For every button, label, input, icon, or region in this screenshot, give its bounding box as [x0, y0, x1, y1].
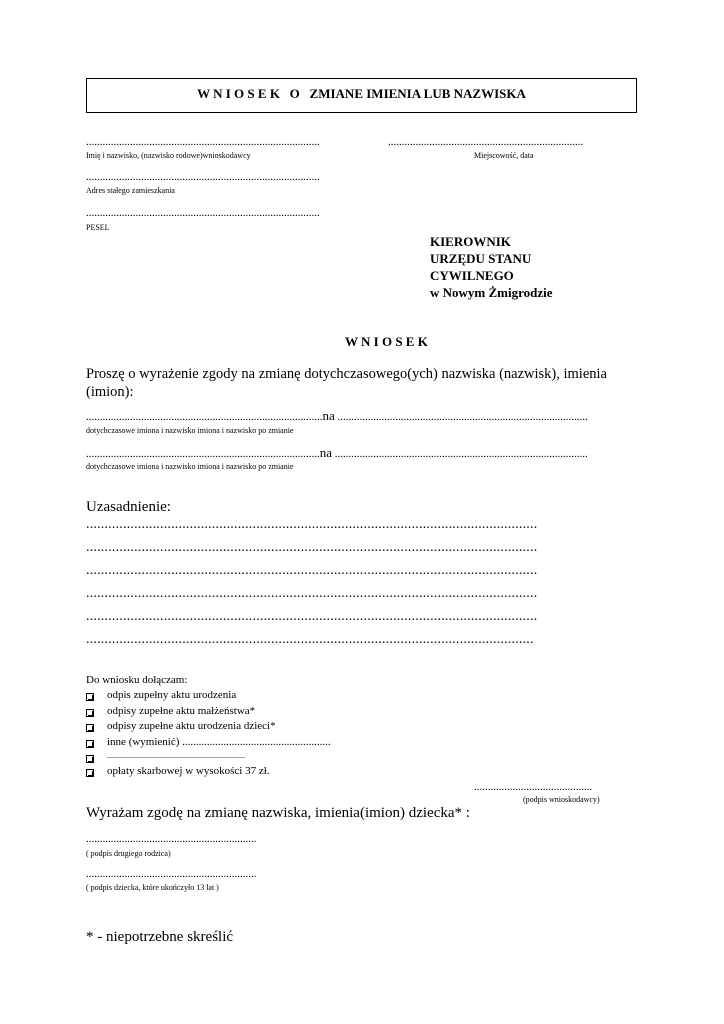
addressee-line-1: KIEROWNIK — [430, 234, 511, 249]
pesel-label: PESEL — [86, 223, 110, 232]
justification-line[interactable]: .......................................................................................................................... — [86, 586, 538, 601]
from-field[interactable]: ..................................................................................... — [86, 448, 320, 460]
to-label: imiona i nazwisko po zmianie — [197, 426, 294, 435]
checkbox-icon[interactable] — [86, 709, 94, 717]
address-field[interactable]: ..................................................................................... — [86, 171, 320, 183]
place-date-field[interactable]: ....................................................................... — [388, 136, 584, 148]
from-label: dotychczasowe imiona i nazwisko — [86, 426, 196, 435]
change-row-2-labels — [86, 462, 294, 471]
na-label: na — [319, 445, 333, 460]
change-row-1 — [86, 408, 588, 424]
checkbox-icon[interactable] — [86, 769, 94, 777]
applicant-name-label: Imię i nazwisko, (nazwisko rodowe)wnioskodawcy — [86, 151, 251, 160]
footnote: * - niepotrzebne skreślić — [86, 929, 234, 945]
request-text-line-1: Proszę o wyrażenie zgody na zmianę dotychczasowego(ych) nazwiska (nazwisk), imienia — [86, 366, 607, 382]
justification-label: Uzasadnienie: — [86, 499, 171, 515]
checkbox-icon[interactable] — [86, 724, 94, 732]
request-text-line-2: (imion): — [86, 384, 134, 400]
to-label: imiona i nazwisko po zmianie — [197, 462, 294, 471]
checkbox-icon[interactable] — [86, 755, 94, 763]
checkbox-icon[interactable] — [86, 693, 94, 701]
change-row-1-labels — [86, 426, 294, 435]
title-box — [86, 78, 637, 113]
to-field[interactable]: ........................................................................................... — [337, 411, 588, 423]
justification-line[interactable]: ......................................................................................................................... — [86, 632, 534, 647]
addressee-line-2: URZĘDU STANU — [430, 251, 532, 266]
applicant-signature-label: (podpis wnioskodawcy) — [523, 795, 600, 804]
attachment-item-blank[interactable]: ..................................................................... — [107, 751, 245, 760]
other-parent-signature-label: ( podpis drugiego rodzica) — [86, 849, 171, 858]
child-signature-label: ( podpis dziecka, które ukończyło 13 lat ) — [86, 883, 219, 892]
consent-text: Wyrażam zgodę na zmianę nazwiska, imienia(imion) dziecka* : — [86, 805, 470, 821]
address-label: Adres stałego zamieszkania — [86, 186, 175, 195]
from-field[interactable]: ...................................................................................... — [86, 411, 323, 423]
justification-line[interactable]: .......................................................................................................................... — [86, 609, 538, 624]
justification-line[interactable]: .......................................................................................................................... — [86, 540, 538, 555]
na-label: na — [322, 408, 335, 423]
attachment-item: odpisy zupełne aktu urodzenia dzieci* — [107, 720, 276, 732]
attachment-item-other[interactable]: inne (wymienić) ...................................................... — [107, 736, 331, 748]
checkbox-icon[interactable] — [86, 740, 94, 748]
other-parent-signature-field[interactable]: .............................................................. — [86, 833, 257, 845]
attachments-label: Do wniosku dołączam: — [86, 674, 188, 686]
addressee-line-3: CYWILNEGO — [430, 268, 514, 283]
pesel-field[interactable]: ..................................................................................... — [86, 207, 320, 219]
applicant-signature-field[interactable]: ........................................... — [474, 781, 593, 793]
section-heading: W N I O S E K — [345, 334, 428, 349]
child-signature-field[interactable]: .............................................................. — [86, 868, 257, 880]
attachment-item: odpis zupełny aktu urodzenia — [107, 689, 237, 701]
addressee-line-4: w Nowym Żmigrodzie — [430, 285, 553, 300]
justification-line[interactable]: .......................................................................................................................... — [86, 517, 538, 532]
attachment-item-fee: opłaty skarbowej w wysokości 37 zł. — [107, 765, 270, 777]
form-title: W N I O S E K O ZMIANE IMIENIA LUB NAZWISKA — [197, 86, 526, 101]
change-row-2 — [86, 445, 588, 461]
applicant-name-field[interactable]: ..................................................................................... — [86, 136, 320, 148]
from-label: dotychczasowe imiona i nazwisko — [86, 462, 196, 471]
attachment-item: odpisy zupełne aktu małżeństwa* — [107, 705, 256, 717]
addressee-block — [430, 233, 553, 301]
to-field[interactable]: ............................................................................................ — [334, 448, 588, 460]
justification-line[interactable]: .......................................................................................................................... — [86, 563, 538, 578]
place-date-label: Miejscowość, data — [474, 151, 534, 160]
